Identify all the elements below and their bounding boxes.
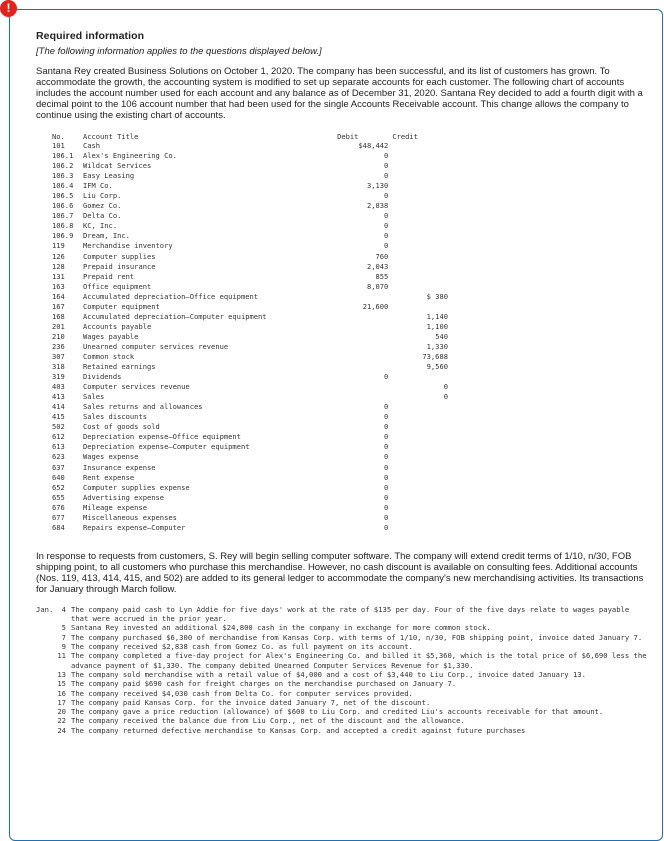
debit-amount: 0 (384, 171, 389, 181)
table-row (50, 452, 450, 462)
account-title: Merchandise inventory (82, 241, 173, 251)
table-row (50, 211, 450, 221)
debit-amount: 0 (384, 402, 389, 412)
transaction-month (36, 623, 54, 632)
credit-amount: $ 380 (426, 291, 448, 301)
header-account-title: Account Title (82, 131, 139, 141)
account-title: Accumulated depreciation—Computer equipment (82, 311, 267, 321)
account-title: Gomez Co. (82, 201, 122, 211)
account-title: Computer supplies expense (82, 482, 190, 492)
credit-amount: 73,688 (422, 352, 448, 361)
transaction-item (36, 707, 648, 716)
account-title: Sales (82, 392, 105, 402)
account-number: 676 (52, 502, 65, 512)
account-title: Mileage expense (82, 502, 147, 512)
table-row (50, 191, 450, 201)
transaction-day: 4 (61, 604, 66, 614)
account-number: 168 (52, 311, 65, 321)
account-number: 106.7 (52, 211, 74, 221)
table-row (50, 523, 450, 533)
account-number: 106.6 (52, 201, 74, 211)
transaction-month (36, 679, 54, 688)
account-number: 106.1 (52, 151, 74, 161)
transaction-item (36, 679, 648, 688)
credit-amount (390, 181, 450, 191)
account-title: Computer supplies (82, 251, 156, 261)
credit-amount (390, 161, 450, 171)
transaction-text: The company returned defective merchandise to Kansas Corp. and accepted a credit against future purchases (71, 725, 526, 735)
transaction-item (36, 689, 648, 698)
credit-amount: 1,100 (426, 321, 448, 331)
account-number: 319 (52, 372, 65, 382)
transaction-day: 16 (57, 688, 66, 698)
transaction-item (36, 726, 648, 735)
credit-amount (390, 141, 450, 151)
account-number: 128 (52, 261, 65, 271)
account-title: Cost of goods sold (82, 422, 160, 432)
credit-amount (390, 513, 450, 523)
transaction-text: The company paid $690 cash for freight charges on the merchandise purchased on January 7. (71, 679, 457, 689)
credit-amount (390, 523, 450, 533)
credit-amount (390, 422, 450, 432)
table-row (50, 282, 450, 292)
table-row (50, 493, 450, 503)
transaction-text: The company sold merchandise with a retail value of $4,000 and a cost of $3,440 to Liu Corp., invoice dated January 13. (71, 669, 586, 679)
credit-amount (390, 241, 450, 251)
table-row (50, 302, 450, 312)
debit-amount: 0 (384, 161, 389, 171)
transaction-month (36, 689, 54, 698)
transaction-day: 13 (57, 669, 66, 679)
credit-amount (390, 412, 450, 422)
transaction-item (36, 633, 648, 642)
account-title: Accounts payable (82, 321, 152, 331)
table-row (50, 181, 450, 191)
account-number: 106.8 (52, 221, 74, 231)
credit-amount (390, 252, 450, 262)
debit-amount: 760 (375, 251, 389, 261)
table-row (50, 312, 450, 322)
account-number: 677 (52, 512, 65, 522)
debit-amount: 0 (384, 211, 389, 221)
credit-amount: 0 (443, 382, 448, 392)
table-row (50, 442, 450, 452)
account-number: 413 (52, 392, 65, 402)
account-number: 119 (52, 241, 65, 251)
transaction-text: The company paid Kansas Corp. for the invoice dated January 7, net of the discount. (71, 697, 431, 707)
debit-amount: 3,130 (366, 181, 389, 191)
credit-amount: 9,560 (426, 362, 448, 372)
credit-amount: 540 (435, 331, 448, 341)
transaction-list (36, 605, 648, 735)
debit-amount: 0 (384, 221, 389, 231)
account-number: 655 (52, 492, 65, 502)
debit-amount: 2,043 (366, 261, 389, 271)
credit-amount (390, 191, 450, 201)
transaction-text: The company completed a five-day project for Alex's Engineering Co. and billed it $5,360, which is the total price of $6,690 less the advance payment of $1,330. The company debited Unearned Computer Services Revenue for $1,330. (71, 651, 647, 670)
account-title: Alex's Engineering Co. (82, 151, 177, 161)
header-no: No. (52, 131, 65, 141)
transaction-month (36, 698, 54, 707)
debit-amount: 8,070 (366, 281, 389, 291)
account-number: 106.2 (52, 161, 74, 171)
account-title: Delta Co. (82, 211, 122, 221)
transaction-text: The company received $2,838 cash from Gomez Co. as full payment on its account. (71, 642, 413, 652)
debit-amount (335, 342, 390, 352)
debit-amount: 0 (384, 231, 389, 241)
account-title: Computer services revenue (82, 382, 190, 392)
transaction-day: 9 (61, 642, 66, 652)
account-number: 637 (52, 462, 65, 472)
debit-amount: 0 (384, 482, 389, 492)
account-number: 307 (52, 352, 65, 361)
account-number: 623 (52, 452, 65, 462)
account-title: Repairs expense—Computer (82, 522, 186, 532)
credit-amount (390, 463, 450, 473)
account-title: Liu Corp. (82, 191, 122, 201)
account-number: 167 (52, 301, 65, 311)
table-row (50, 463, 450, 473)
account-title: Rent expense (82, 472, 135, 482)
credit-amount (390, 151, 450, 161)
header-credit: Credit (392, 131, 418, 141)
transaction-text: The company received $4,030 cash from Delta Co. for computer services provided. (71, 688, 413, 698)
instruction-note: [The following information applies to the questions displayed below.] (36, 46, 322, 57)
table-row (50, 362, 450, 372)
account-title: Wages payable (82, 331, 139, 341)
transaction-item (36, 651, 648, 670)
table-row (50, 402, 450, 412)
account-number: 640 (52, 472, 65, 482)
transaction-item (36, 642, 648, 651)
transaction-month (36, 651, 54, 670)
account-title: Dream, Inc. (82, 231, 130, 241)
account-number: 236 (52, 341, 65, 351)
table-row (50, 161, 450, 171)
table-row (50, 382, 450, 392)
debit-amount: 0 (384, 432, 389, 442)
account-title: Advertising expense (82, 492, 165, 502)
response-paragraph: In response to requests from customers, S. Rey will begin selling computer software. The company will extend credit terms of 1/10, n/30, FOB shipping point, to all customers who purchase this merchandise. However, no cash discount is available on consulting fees. Additional accounts (Nos. 119, 413, 414, 415, and 502) are added to its general ledger to accommodate the company's new merchandising activities. Its transactions for January through March follow. (36, 550, 644, 595)
transaction-item (36, 670, 648, 679)
debit-amount: 0 (384, 492, 389, 502)
account-number: 652 (52, 482, 65, 492)
account-number: 126 (52, 251, 65, 261)
transaction-item (36, 716, 648, 725)
table-body (50, 141, 450, 533)
transaction-month (36, 642, 54, 651)
account-title: Depreciation expense—Computer equipment (82, 442, 250, 452)
account-number: 164 (52, 291, 65, 301)
debit-amount: 2,838 (366, 201, 389, 211)
debit-amount: 0 (384, 412, 389, 422)
credit-amount (390, 171, 450, 181)
debit-amount: 21,600 (362, 301, 389, 311)
table-row (50, 231, 450, 241)
table-row (50, 151, 450, 161)
table-row (50, 272, 450, 282)
transaction-text: The company paid cash to Lyn Addie for five days' work at the rate of $135 per day. Four of the five days relate to wages payable that were accrued in the prior year. (71, 604, 630, 624)
table-row (50, 503, 450, 513)
debit-amount: 0 (384, 522, 389, 532)
transaction-month (36, 670, 54, 679)
account-title: Depreciation expense—Office equipment (82, 432, 241, 442)
account-title: Miscellaneous expenses (82, 512, 177, 522)
account-number: 414 (52, 402, 65, 412)
transaction-day: 7 (61, 632, 66, 642)
account-number: 502 (52, 422, 65, 432)
debit-amount (335, 312, 390, 322)
table-row (50, 483, 450, 493)
account-number: 106.5 (52, 191, 74, 201)
account-title: Insurance expense (82, 462, 156, 472)
table-row (50, 422, 450, 432)
transaction-day: 17 (57, 697, 66, 707)
transaction-text: Santana Rey invested an additional $24,800 cash in the company in exchange for more common stock. (71, 623, 491, 633)
credit-amount (390, 442, 450, 452)
account-number: 106.9 (52, 231, 74, 241)
account-number: 131 (52, 271, 65, 281)
table-header-row (50, 131, 450, 141)
credit-amount (390, 282, 450, 292)
account-title: Wildcat Services (82, 161, 152, 171)
debit-amount: 0 (384, 442, 389, 452)
credit-amount (390, 221, 450, 231)
table-row (50, 241, 450, 251)
account-title: Retained earnings (82, 362, 156, 372)
table-row (50, 342, 450, 352)
credit-amount (390, 201, 450, 211)
credit-amount (390, 503, 450, 513)
credit-amount (390, 372, 450, 382)
table-row (50, 292, 450, 302)
table-row (50, 352, 450, 362)
account-number: 684 (52, 522, 65, 532)
question-content (36, 30, 648, 735)
transaction-item (36, 698, 648, 707)
debit-amount (335, 382, 390, 392)
account-number: 101 (52, 141, 65, 151)
transaction-day: 24 (57, 725, 66, 735)
table-row (50, 432, 450, 442)
account-title: Sales discounts (82, 412, 147, 422)
intro-paragraph: Santana Rey created Business Solutions on October 1, 2020. The company has been successful, and its list of customers has grown. To accommodate the growth, the accounting system is modified to set up separate accounts for each customer. The following chart of accounts includes the account number used for each account and any balance as of December 31, 2020. Santana Rey decided to add a fourth digit with a decimal point to the 106 account number that had been used for the single Accounts Receivable account. This change allows the company to continue using the existing chart of accounts. (36, 66, 643, 121)
credit-amount (390, 402, 450, 412)
transaction-item (36, 605, 648, 624)
account-title: IFM Co. (82, 181, 113, 191)
table-row (50, 412, 450, 422)
debit-amount: 0 (384, 462, 389, 472)
account-title: Computer equipment (82, 301, 160, 311)
table-row (50, 141, 450, 151)
account-title: Wages expense (82, 452, 139, 462)
account-number: 201 (52, 321, 65, 331)
credit-amount: 1,140 (426, 311, 448, 321)
transaction-day: 11 (57, 651, 66, 661)
table-row (50, 372, 450, 382)
table-row (50, 262, 450, 272)
credit-amount (390, 272, 450, 282)
credit-amount (390, 302, 450, 312)
account-title: Sales returns and allowances (82, 402, 203, 412)
debit-amount (335, 392, 390, 402)
credit-amount: 0 (443, 392, 448, 402)
section-heading: Required information (36, 30, 145, 42)
table-row (50, 332, 450, 342)
table-row (50, 252, 450, 262)
debit-amount: 0 (384, 512, 389, 522)
debit-amount: 0 (384, 151, 389, 161)
account-title: KC, Inc. (82, 221, 118, 231)
account-number: 106.4 (52, 181, 74, 191)
credit-amount (390, 452, 450, 462)
account-title: Easy Leasing (82, 171, 135, 181)
header-debit: Debit (337, 131, 359, 141)
alert-icon: ! (0, 0, 17, 17)
debit-amount (335, 352, 390, 362)
credit-amount (390, 432, 450, 442)
transaction-text: The company received the balance due from Liu Corp., net of the discount and the allowance. (71, 716, 465, 726)
transaction-month (36, 707, 54, 716)
debit-amount: 0 (384, 502, 389, 512)
account-number: 318 (52, 362, 65, 372)
debit-amount: $48,442 (358, 141, 389, 151)
transaction-item (36, 623, 648, 632)
transaction-month (36, 716, 54, 725)
account-number: 415 (52, 412, 65, 422)
transaction-month (36, 726, 54, 735)
account-number: 163 (52, 281, 65, 291)
debit-amount: 0 (384, 191, 389, 201)
transaction-day: 15 (57, 679, 66, 689)
debit-amount: 0 (384, 472, 389, 482)
debit-amount: 0 (384, 452, 389, 462)
table-row (50, 171, 450, 181)
account-title: Unearned computer services revenue (82, 341, 229, 351)
credit-amount (390, 493, 450, 503)
account-title: Cash (82, 141, 101, 151)
table-row (50, 201, 450, 211)
credit-amount: 1,330 (426, 341, 448, 351)
table-row (50, 392, 450, 402)
transaction-text: The company purchased $6,300 of merchandise from Kansas Corp. with terms of 1/10, n/30, FOB shipping point, invoice dated January 7. (71, 632, 643, 642)
debit-amount (335, 322, 390, 332)
account-number: 612 (52, 432, 65, 442)
account-number: 613 (52, 442, 65, 452)
transaction-text: The company gave a price reduction (allowance) of $600 to Liu Corp. and credited Liu's accounts receivable for that amount. (71, 707, 604, 717)
debit-amount: 0 (384, 422, 389, 432)
transaction-day: 5 (61, 623, 66, 633)
debit-amount: 0 (384, 241, 389, 251)
debit-amount: 0 (384, 372, 389, 382)
credit-amount (390, 483, 450, 493)
account-number: 210 (52, 331, 65, 341)
table-row (50, 322, 450, 332)
transaction-month: Jan. (36, 604, 54, 614)
account-title: Prepaid rent (82, 271, 135, 281)
account-title: Common stock (82, 352, 135, 361)
account-title: Prepaid insurance (82, 261, 156, 271)
table-row (50, 221, 450, 231)
credit-amount (390, 473, 450, 483)
transaction-day: 20 (57, 707, 66, 717)
transaction-day: 22 (57, 716, 66, 726)
debit-amount (335, 292, 390, 302)
debit-amount: 855 (375, 271, 389, 281)
debit-amount (335, 332, 390, 342)
credit-amount (390, 262, 450, 272)
account-title: Dividends (82, 372, 122, 382)
account-number: 403 (52, 382, 65, 392)
transaction-month (36, 633, 54, 642)
debit-amount (335, 362, 390, 372)
account-title: Office equipment (82, 281, 152, 291)
chart-of-accounts-table (50, 131, 450, 533)
table-row (50, 513, 450, 523)
credit-amount (390, 231, 450, 241)
account-title: Accumulated depreciation—Office equipment (82, 291, 259, 301)
account-number: 106.3 (52, 171, 74, 181)
credit-amount (390, 211, 450, 221)
table-row (50, 473, 450, 483)
